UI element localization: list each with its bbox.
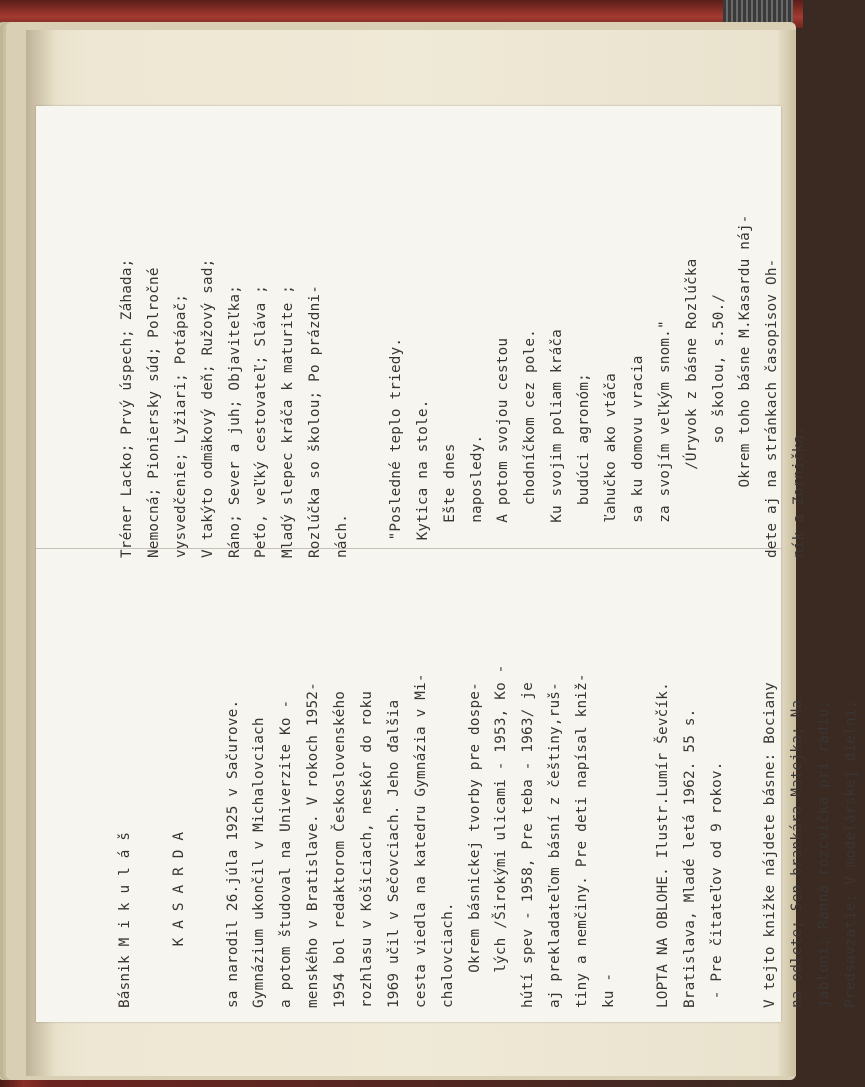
text-line: tiny a nemčiny. Pre deti napísal kniž- (574, 673, 591, 1008)
text-line: /Úryvok z básne Rozlúčka (683, 258, 700, 558)
text-line: Ráno; Sever a juh; Objaviteľka; (226, 284, 243, 558)
text-line: za svojím veľkým snom." (656, 320, 673, 558)
text-line: sa narodil 26.júla 1925 v Sačurove. (224, 699, 241, 1008)
text-line: Rozlúčka so školou; Po prázdni- (307, 284, 324, 558)
text-line: chodníčkom cez pole. (522, 329, 539, 558)
text-line: 1954 bol redaktorom Československého (332, 690, 349, 1008)
text-line: Predsavzatie; V modelárskej dielni; (843, 699, 860, 1008)
right-text-panel (114, 138, 813, 558)
text-line: Tréner Lacko; Prvý úspech; Záhada; (119, 258, 135, 558)
text-line: Ku svojim poliam kráča (549, 329, 566, 558)
text-line: cesta viedla na katedru Gymnázia v Mi- (412, 673, 429, 1008)
text-line: sa ku domovu vracia (629, 355, 646, 558)
text-line: dete aj na stránkach časopisov Oh- (764, 258, 781, 558)
text-line: Peťo, veľký cestovateľ; Sláva ; (253, 284, 270, 558)
text-line: ník a Zornička. (791, 425, 808, 558)
text-line: nách. (334, 513, 351, 558)
text-line: Okrem básnickej tvorby pre dospe- (466, 682, 483, 1008)
text-line: LOPTA NA OBLOHE. Ilustr.Lumír Ševčík. (654, 682, 671, 1008)
text-line: aj prekladateľom básní z češtiny,ruš- (547, 682, 564, 1008)
text-line: na odlete; Sen brankára Matejka; Na (789, 699, 806, 1008)
text-line: Bratislava, Mladé letá 1962. 55 s. (681, 708, 698, 1008)
text-line (193, 558, 220, 1008)
text-line: ľahučko ako vtáča (603, 373, 620, 558)
text-line: ku - (601, 972, 618, 1008)
text-line: V tejto knižke nájdete básne: Bociany (762, 682, 779, 1008)
text-line (623, 558, 650, 1008)
text-line: Okrem toho básne M.Kasardu náj- (737, 214, 754, 558)
text-line (139, 558, 166, 1008)
text-line: jabloni; Ranná rozcvička pri rádiu; (816, 699, 833, 1008)
text-line: Kytica na stole. (414, 399, 431, 558)
text-line: lých /Širokými ulicami - 1953, Ko - (493, 664, 510, 1008)
text-line: hútí spev - 1958, Pre teba - 1963/ je (520, 682, 537, 1008)
text-line: - Pre čitateľov od 9 rokov. (708, 761, 725, 1008)
text-line: Gymnázium ukončil v Michalovciach (251, 717, 268, 1008)
text-line: budúci agronóm; (576, 373, 593, 558)
text-line: A potom svojou cestou (495, 337, 512, 558)
text-line: rozhlasu v Košiciach, neskôr do roku (359, 690, 376, 1008)
text-line (356, 138, 383, 558)
bookmark-tab (723, 0, 793, 24)
text-line: K A S A R D A (170, 831, 187, 1008)
text-line: Básnik M i k u l á š (117, 831, 133, 1008)
text-line: so školou, s.50./ (710, 293, 727, 558)
text-line: 1969 učil v Sečovciach. Jeho ďalšia (385, 699, 402, 1008)
text-line: Nemocná; Pioniersky súd; Polročné (145, 267, 162, 558)
text-line (730, 558, 757, 1008)
text-line: vysvedčenie; Lyžiari; Potápač; (172, 293, 189, 558)
text-line: Mladý slepec kráča k maturite ; (280, 284, 297, 558)
text-line: chalovciach. (439, 902, 456, 1008)
text-line: menského v Bratislave. V rokoch 1952- (305, 682, 322, 1008)
text-line: a potom študoval na Univerzite Ko - (278, 699, 295, 1008)
text-line: "Posledné teplo triedy. (387, 337, 404, 558)
text-line: V takýto odmäkový deň; Ružový sad; (199, 258, 216, 558)
text-line: naposledy. (468, 434, 485, 558)
left-text-panel (112, 558, 865, 1008)
text-line: Ešte dnes (441, 443, 458, 558)
